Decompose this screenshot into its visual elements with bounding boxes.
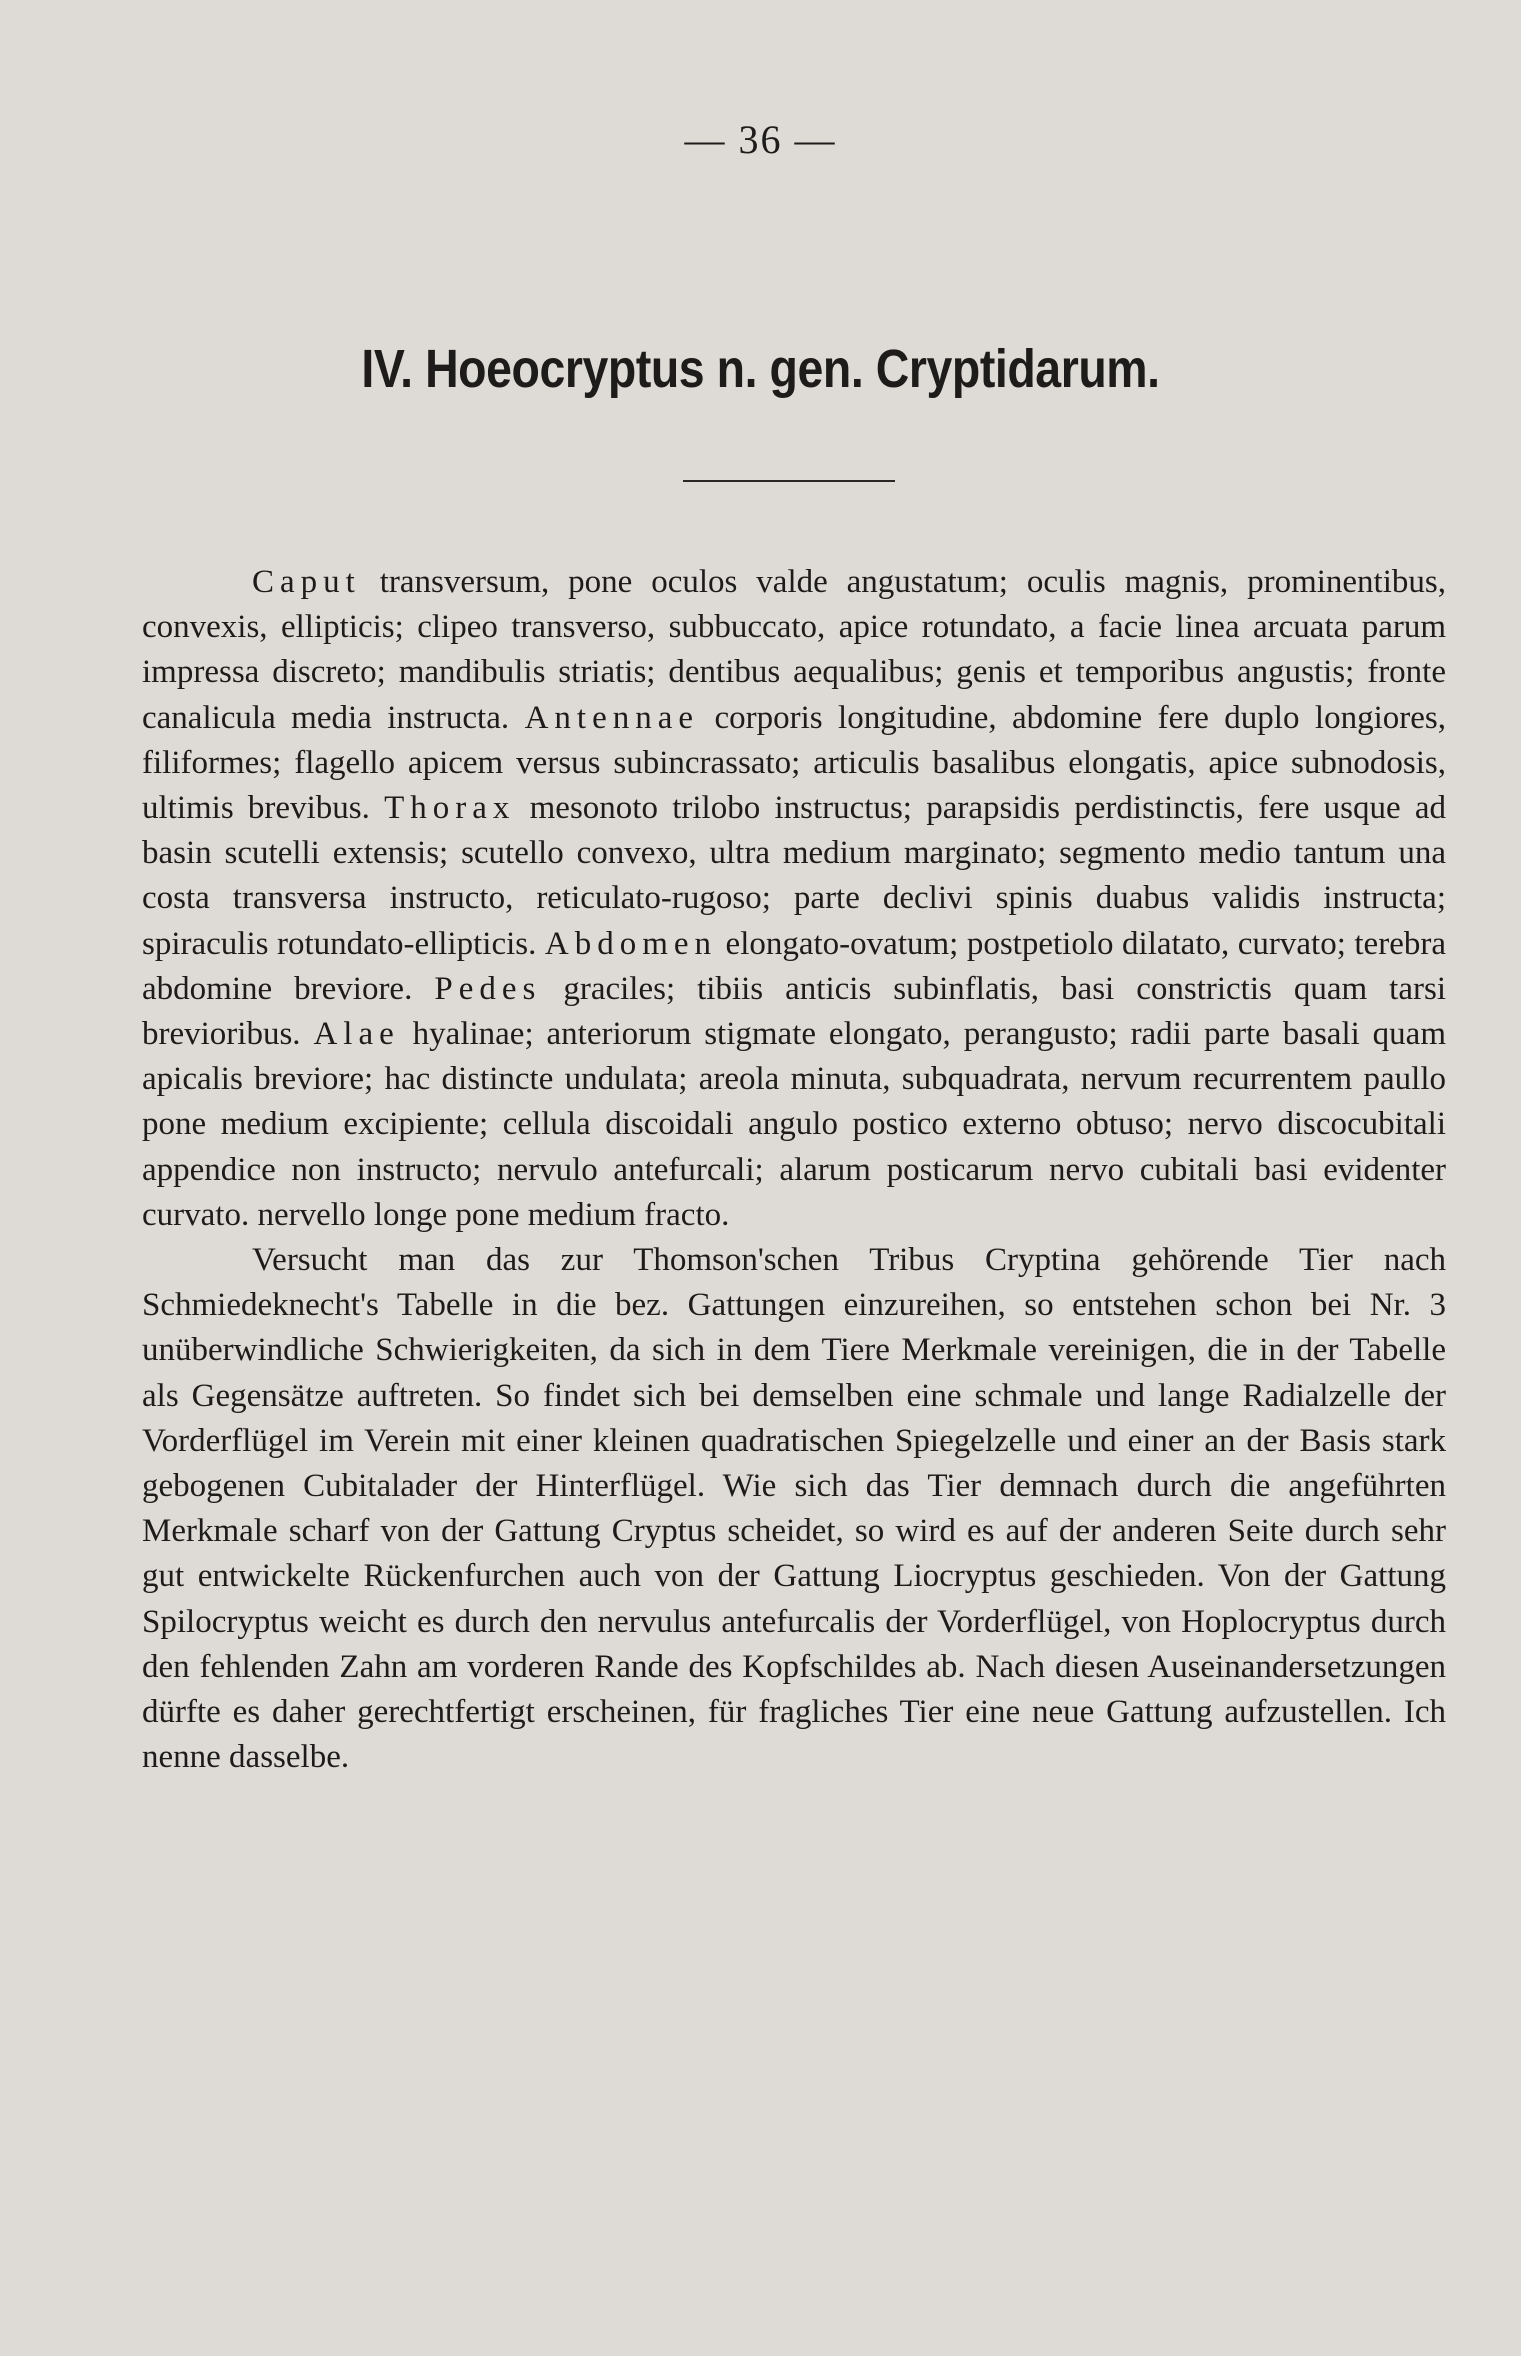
text-abdomen: elongato-ovatum; postpetiolo dilatato, curvato; terebra abdomine breviore. [142, 925, 1446, 1007]
term-thorax: Thorax [384, 790, 516, 827]
body-text [142, 560, 1446, 1780]
term-antennae: Antennae [524, 699, 700, 736]
page-number: — 36 — [684, 117, 837, 162]
text-alae: hyalinae; anteriorum stigmate elongato, perangusto; radii parte basali quam apicalis breviore; hac distincte undulata; areola minuta, subquadrata, nervum recurrentem paullo pone medium excipiente; cellula discoidali angulo postico externo obtuso; nervo discocubitali appendice non instructo; nervulo antefurcali; alarum posticarum nervo cubitali basi evidenter curvato. nervello longe pone medium fracto. [142, 1016, 1446, 1233]
text-pedes: graciles; tibiis anticis subinflatis, basi constrictis quam tarsi brevioribus. [142, 970, 1446, 1053]
term-abdomen: Abdomen [544, 925, 718, 962]
term-pedes: Pedes [434, 970, 542, 1007]
text-thorax: mesonoto trilobo instructus; parapsidis perdistinctis, fere usque ad basin scutelli extensis; scutello convexo, ultra medium marginato; segmento medio tantum una costa transversa instructo, reticulato-rugoso; parte declivi spinis duabus validis instructa; spiraculis rotundato-ellipticis. [142, 790, 1446, 962]
german-discussion-paragraph: Versucht man das zur Thomson'schen Tribus Cryptina gehörende Tier nach Schmiedeknecht's Tabelle in die bez. Gattungen einzureihen, so entstehen schon bei Nr. 3 unüberwindliche Schwierigkeiten, da sich in dem Tiere Merkmale vereinigen, die in der Tabelle als Gegensätze auftreten. So findet sich bei demselben eine schmale und lange Radialzelle der Vorderflügel im Verein mit einer kleinen quadratischen Spiegelzelle und einer an der Basis stark gebogenen Cubitalader der Hinterflügel. Wie sich das Tier demnach durch die angeführten Merkmale scharf von der Gattung Cryptus scheidet, so wird es auf der anderen Seite durch sehr gut entwickelte Rückenfurchen auch von der Gattung Liocryptus geschieden. Von der Gattung Spilocryptus weicht es durch den nervulus antefurcalis der Vorderflügel, von Hoplocryptus durch den fehlenden Zahn am vorderen Rande des Kopfschildes ab. Nach diesen Auseinandersetzungen dürfte es daher gerechtfertigt erscheinen, für fragliches Tier eine neue Gattung aufzustellen. Ich nenne dasselbe. [142, 1242, 1446, 1776]
title-divider [683, 480, 895, 482]
term-alae: Alae [313, 1016, 400, 1053]
text-caput: transversum, pone oculos valde angustatum; oculis magnis, prominentibus, convexis, ellipticis; clipeo transverso, subbuccato, apice rotundato, a facie linea arcuata parum impressa discreto; mandibulis striatis; dentibus aequalibus; genis et temporibus angustis; fronte canalicula media instructa. [142, 564, 1446, 736]
chapter-title: IV. Hoeocryptus n. gen. Cryptidarum. [361, 339, 1160, 399]
latin-description-paragraph [142, 560, 1446, 1238]
term-caput: Caput [252, 564, 361, 600]
text-antennae: corporis longitudine, abdomine fere duplo longiores, filiformes; flagello apicem versus subincrassato; articulis basalibus elongatis, apice subnodosis, ultimis brevibus. [142, 699, 1446, 827]
